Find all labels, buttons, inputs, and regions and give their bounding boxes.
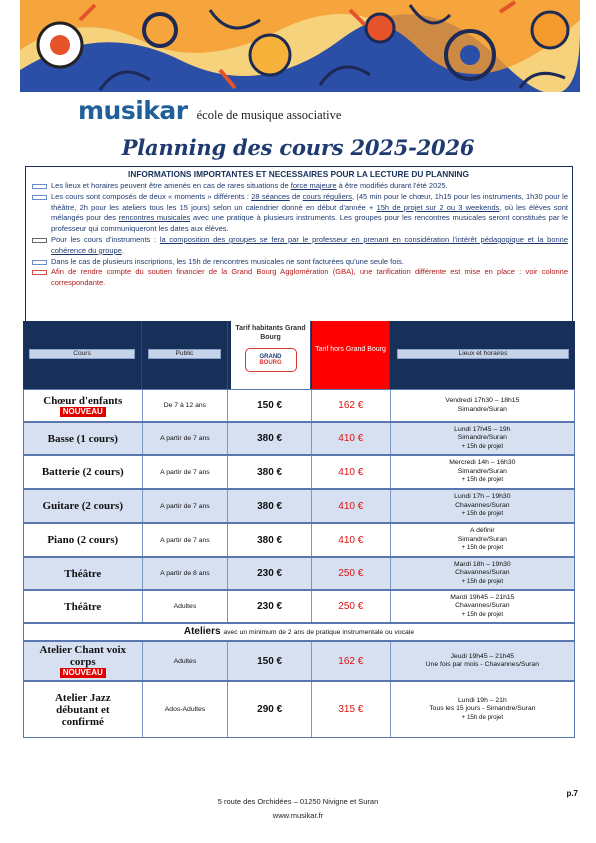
checkbox-icon: [32, 270, 47, 275]
checkbox-icon: [32, 195, 47, 200]
table-header: [23, 321, 575, 389]
footer-website[interactable]: www.musikar.fr: [272, 811, 324, 820]
grand-bourg-logo: GRAND BOURG: [245, 348, 297, 372]
info-item: Les lieux et horaires peuvent être amenés en cas de rares situations de force majeure à être modifiés durant l'été 2025.: [29, 181, 568, 192]
checkbox-icon: [32, 238, 47, 243]
ateliers-section-header: Ateliers avec un minimum de 2 ans de pratique instrumentale ou vocale: [23, 623, 575, 641]
info-item: Pour les cours d'instruments : la composition des groupes se fera par le professeur en prenant en considération l'intérêt pédagogique et la bonne cohérence du groupe.: [29, 235, 568, 257]
checkbox-icon: [32, 184, 47, 189]
brand-tagline: école de musique associative: [196, 108, 342, 122]
table-row: Théâtre Adultes 230 € 250 € Mardi 19h45 – 21h15 Chavannes/Suran + 15h de projet: [23, 590, 575, 623]
info-item: Afin de rendre compte du soutien financier de la Grand Bourg Agglomération (GBA), une tarification différente est mise en place : voir colonne correspondante.: [29, 267, 568, 289]
info-item: Dans le cas de plusieurs inscriptions, les 15h de rencontres musicales ne sont facturées qu'une seule fois.: [29, 257, 568, 268]
table-row: Guitare (2 cours) A partir de 7 ans 380 € 410 € Lundi 17h – 19h30 Chavannes/Suran + 15h de projet: [23, 489, 575, 523]
info-heading: INFORMATIONS IMPORTANTES ET NECESSAIRES POUR LA LECTURE DU PLANNING: [128, 169, 469, 179]
table-row: Théâtre A partir de 8 ans 230 € 250 € Mardi 18h – 19h30 Chavannes/Suran + 15h de projet: [23, 557, 575, 590]
header-public: Public: [142, 321, 228, 389]
nouveau-badge: NOUVEAU: [60, 668, 106, 678]
header-cours: Cours: [23, 321, 142, 389]
table-row: Atelier Jazz débutant et confirmé Ados-Adultes 290 € 315 € Lundi 19h – 21h Tous les 15 jours - Simandre/Suran + 15h de projet: [23, 681, 575, 738]
nouveau-badge: NOUVEAU: [60, 407, 106, 417]
info-item: Les cours sont composés de deux « moments » différents : 28 séances de cours réguliers, (45 min pour le chœur, 1h15 pour les instruments, 1h30 pour le théâtre, 2h pour les ateliers tous les 15 jours) selon un calendrier donné en début d'année + 15h de projet sur 2 ou 3 weekends, où les élèves sont mélangés pour des rencontres musicales avec une pratique à plusieurs instruments. Les groupes pour les rencontres musicales seront constitués par le professeur qui communiqueront les dates aux élèves.: [29, 192, 568, 235]
brand-logo: [78, 96, 342, 125]
checkbox-icon: [32, 260, 47, 265]
header-tarif-hors: Tarif hors Grand Bourg: [312, 321, 390, 389]
table-row: Piano (2 cours) A partir de 7 ans 380 € 410 € A définir Simandre/Suran + 15h de projet: [23, 523, 575, 557]
info-box: [25, 166, 573, 322]
page-number: p.7: [566, 789, 578, 798]
decorative-banner: [20, 0, 580, 92]
header-tarif-habitants: Tarif habitants Grand Bourg GRAND BOURG: [231, 321, 311, 389]
table-row: Batterie (2 cours) A partir de 7 ans 380 € 410 € Mercredi 14h – 16h30 Simandre/Suran + 15h de projet: [23, 455, 575, 489]
header-lieux: Lieux et horaires: [391, 321, 575, 389]
table-row: Basse (1 cours) A partir de 7 ans 380 € 410 € Lundi 17h45 – 19h Simandre/Suran + 15h de projet: [23, 422, 575, 455]
brand-name: musikar: [78, 96, 188, 125]
footer-address: 5 route des Orchidées – 01250 Nivigne et Suran: [217, 797, 379, 806]
table-row: Atelier Chant voix corps NOUVEAU Adultes 150 € 162 € Jeudi 19h45 – 21h45 Une fois par mois - Chavannes/Suran: [23, 641, 575, 681]
page-title: Planning des cours 2025-2026: [121, 135, 475, 160]
table-row: Chœur d'enfants NOUVEAU De 7 à 12 ans 150 € 162 € Vendredi 17h30 – 18h15 Simandre/Suran: [23, 389, 575, 422]
